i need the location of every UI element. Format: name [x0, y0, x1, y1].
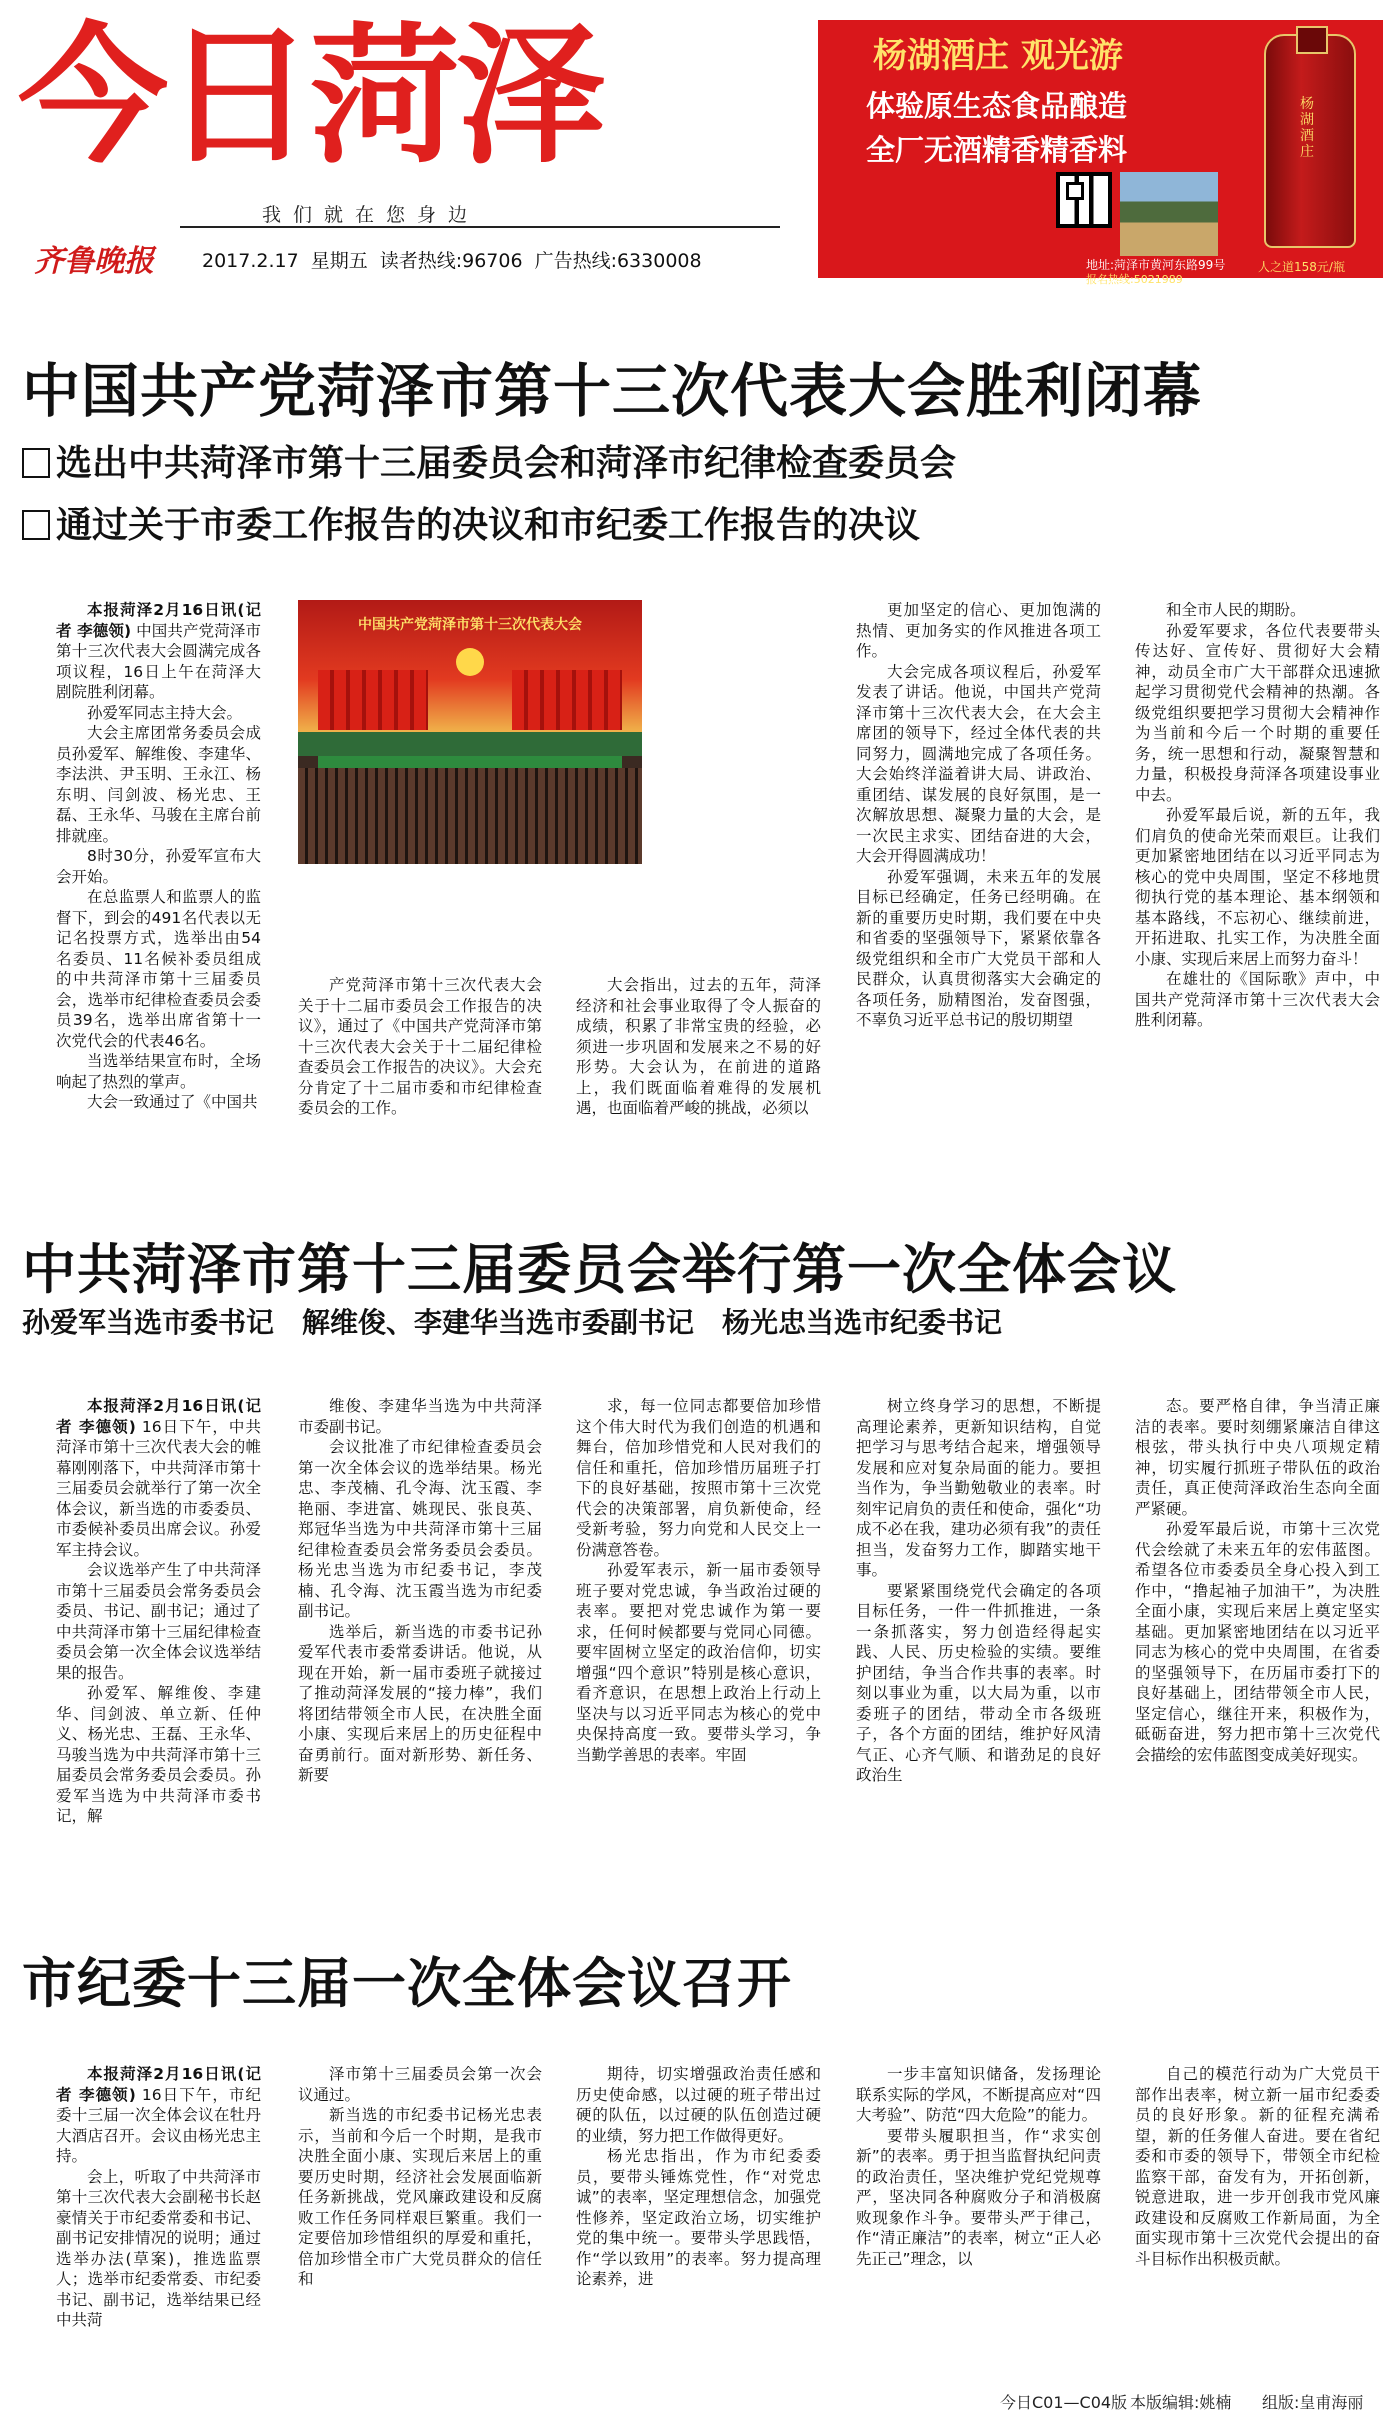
issue-weekday: 星期五 [310, 250, 368, 272]
article2-column-2: 维俊、李建华当选为中共菏泽市委副书记。 会议批准了市纪律检查委员会第一次全体会议的选举结果。杨光忠、李茂楠、孔令海、沈玉霞、李艳丽、李进富、姚现民、张良英、郑冠华当选为中共菏泽市第十三届纪律检查委员会常务委员会委员。杨光忠当选为市纪委书记，李茂楠、孔令海、沈玉霞当选为市纪委副书记。 选举后，新当选的市委书记孙爱军代表市委常委讲话。他说，从现在开始，新一届市委班子就接过了推动菏泽发展的“接力棒”，我们将团结带领全市人民，在决胜全面小康、实现后来居上的历史征程中奋勇前行。面对新形势、新任务、新要 [298, 1397, 542, 1784]
issue-info [202, 246, 714, 273]
article3-column-5: 自己的模范行动为广大党员干部作出表率，树立新一届市纪委委员的良好形象。新的征程充满希望，新的任务催人奋进。要在省纪委和市委的领导下，带领全市纪检监察干部，奋发有为，开拓创新，锐意进取，进一步开创我市党风廉政建设和反腐败工作新局面，为全面实现市第十三次党代会提出的奋斗目标作出积极贡献。 [1135, 2065, 1380, 2268]
article3-column-1: 本报菏泽2月16日讯(记者 李德领) 16日下午，市纪委十三届一次全体会议在牡丹大酒店召开。会议由杨光忠主持。 会上，听取了中共菏泽市第十三次代表大会副秘书长赵豪情关于市纪委常委和书记、副书记安排情况的说明；通过选举办法(草案)，推选监票人；选举市纪委常委、市纪委书记、副书记，选举结果已经中共菏 [56, 2065, 261, 2329]
ad-address: 地址:菏泽市黄河东路99号 [1086, 258, 1226, 272]
article1-column-1: 本报菏泽2月16日讯(记者 李德领) 中国共产党菏泽市第十三次代表大会圆满完成各项议程，16日上午在菏泽大剧院胜利闭幕。 孙爱军同志主持大会。 大会主席团常务委员会成员孙爱军、解维俊、李建华、李法洪、尹玉明、王永江、杨东明、闫剑波、杨光忠、王磊、王永华、马骏在主席台前排就座。 8时30分，孙爱军宣布大会开始。 在总监票人和监票人的监督下，到会的491名代表以无记名投票方式，选举出由54名委员、11名候补委员组成的中共菏泽市第十三届委员会，选举市纪律检查委员会委员39名，选举出席省第十一次党代会的代表46名。 当选举结果宣布时，全场响起了热烈的掌声。 大会一致通过了《中国共 [56, 601, 261, 1111]
article1-deck-2: 通过关于市委工作报告的决议和市纪委工作报告的决议 [22, 497, 920, 548]
article2-dateline: 本报菏泽2月16日讯(记者 李德领) [56, 1397, 261, 1436]
square-bullet-icon [22, 510, 50, 540]
masthead-divider [180, 226, 780, 228]
ad-hotline: 广告热线:6330008 [534, 250, 702, 272]
ad-winery-photo [1120, 172, 1218, 256]
bottle-label: 杨湖酒庄 [1300, 96, 1314, 160]
footer-editor: 本版编辑:姚楠 [1130, 2393, 1232, 2412]
article2-headline: 中共菏泽市第十三届委员会举行第一次全体会议 [22, 1238, 1177, 1301]
ad-slogan-2: 全厂无酒精香精香料 [866, 133, 1128, 167]
article3-column-4: 一步丰富知识储备，发扬理论联系实际的学风，不断提高应对“四大考验”、防范“四大危险”的能力。 要带头履职担当，作“求实创新”的表率。勇于担当监督执纪问责的政治责任，坚决维护党纪党规尊严，坚决同各种腐败分子和消极腐败现象作斗争。要带头严于律己，作“清正廉洁”的表率，树立“正人必先正己”理念，以 [856, 2065, 1101, 2268]
advertisement[interactable] [818, 20, 1383, 286]
ad-price: 人之道158元/瓶 [1258, 260, 1345, 274]
article1-column-5: 和全市人民的期盼。 孙爱军要求，各位代表要带头传达好、宣传好、贯彻好大会精神，动员全市广大干部群众迅速掀起学习贯彻党代会精神的热潮。各级党组织要把学习贯彻大会精神作为当前和今后一个时期的重要任务，统一思想和行动，凝聚智慧和力量，积极投身菏泽各项建设事业中去。 孙爱军最后说，新的五年，我们肩负的使命光荣而艰巨。让我们更加紧密地团结在以习近平同志为核心的党中央周围，坚定不移地贯彻执行党的基本理论、基本纲领和基本路线，不忘初心、继续前进，开拓进取、扎实工作，为决胜全面小康、实现后来居上而努力奋斗！ 在雄壮的《国际歌》声中，中国共产党菏泽市第十三次代表大会胜利闭幕。 [1135, 601, 1380, 1029]
congress-photo [298, 600, 642, 864]
article1-column-4: 更加坚定的信心、更加饱满的热情、更加务实的作风推进各项工作。 大会完成各项议程后，孙爱军发表了讲话。他说，中国共产党菏泽市第十三次代表大会，在大会主席团的领导下，经过全体代表的共同努力，圆满地完成了各项任务。大会始终洋溢着讲大局、讲政治、重团结、谋发展的良好氛围，是一次解放思想、凝聚力量的大会，是一次民主求实、团结奋进的大会，大会开得圆满成功！ 孙爱军强调，未来五年的发展目标已经确定，任务已经明确。在新的重要历史时期，我们要在中央和省委的坚强领导下，紧紧依靠各级党组织和全市广大党员干部和人民群众，认真贯彻落实大会确定的各项任务，励精图治，发奋图强，不辜负习近平总书记的殷切期望 [856, 601, 1101, 1029]
wine-bottle-icon [1264, 34, 1356, 248]
article3-headline: 市纪委十三届一次全体会议召开 [22, 1952, 792, 2015]
article3-column-3: 期待，切实增强政治责任感和历史使命感，以过硬的班子带出过硬的队伍，以过硬的队伍创造过硬的业绩，努力把工作做得更好。 杨光忠指出，作为市纪委委员，要带头锤炼党性，作“对党忠诚”的表率，坚定理想信念，加强党性修养，坚定政治立场，切实维护党的集中统一。要带头学思践悟，作“学以致用”的表率。努力提高理论素养，进 [576, 2065, 821, 2288]
article1-column-2: 产党菏泽市第十三次代表大会关于十二届市委员会工作报告的决议》，通过了《中国共产党菏泽市第十三次代表大会关于十二届纪律检查委员会工作报告的决议》。大会充分肯定了十二届市委和市纪律检查委员会的工作。 [298, 976, 542, 1117]
square-bullet-icon [22, 448, 50, 478]
article2-subhead: 孙爱军当选市委书记 解维俊、李建华当选市委副书记 杨光忠当选市纪委书记 [22, 1306, 1003, 1339]
ad-slogan-1: 体验原生态食品酿造 [866, 89, 1128, 123]
flags-right [512, 670, 622, 730]
qr-code-icon [1056, 172, 1112, 228]
article1-headline: 中国共产党菏泽市第十三次代表大会胜利闭幕 [22, 357, 1203, 425]
issue-date: 2017.2.17 [202, 250, 299, 272]
reader-hotline: 读者热线:96706 [379, 250, 523, 272]
ad-title: 杨湖酒庄 观光游 [873, 36, 1123, 76]
masthead-title: 今日菏泽 [18, 10, 603, 184]
audience-seats [298, 768, 642, 864]
flags-left [318, 670, 428, 730]
footer-layout: 组版:皇甫海丽 [1262, 2393, 1364, 2412]
article1-column-3: 大会指出，过去的五年，菏泽经济和社会事业取得了令人振奋的成绩，积累了非常宝贵的经验，必须进一步巩固和发展来之不易的好形势。大会认为，在前进的道路上，我们既面临着难得的发展机遇，也面临着严峻的挑战，必须以 [576, 976, 821, 1117]
article2-column-4: 树立终身学习的思想，不断提高理论素养，更新知识结构，自觉把学习与思考结合起来，增强领导发展和应对复杂局面的能力。要担当作为，争当勤勉敬业的表率。时刻牢记肩负的责任和使命，强化“功成不必在我，建功必须有我”的责任担当，发奋努力工作，脚踏实地干事。 要紧紧围绕党代会确定的各项目标任务，一件一件抓推进，一条一条抓落实，努力创造经得起实践、人民、历史检验的实绩。要维护团结，争当合作共事的表率。时刻以事业为重，以大局为重，以市委班子的团结，带动全市各级班子，各个方面的团结，维护好风清气正、心齐气顺、和谐劲足的良好政治生 [856, 1397, 1101, 1784]
article1-dateline: 本报菏泽2月16日讯(记者 李德领) [56, 601, 261, 640]
article2-column-5: 态。要严格自律，争当清正廉洁的表率。要时刻绷紧廉洁自律这根弦，带头执行中央八项规定精神，切实履行抓班子带队伍的政治责任，真正使菏泽政治生态向全面严紧硬。 孙爱军最后说，市第十三次党代会绘就了未来五年的宏伟蓝图。希望各位市委委员全身心投入到工作中，“撸起袖子加油干”，为决胜全面小康，实现后来居上奠定坚实基础。更加紧密地团结在以习近平同志为核心的党中央周围，在省委的坚强领导下，在历届市委打下的良好基础上，团结带领全市人民，坚定信心，继往开来，积极作为，砥砺奋进，努力把市第十三次党代会描绘的宏伟蓝图变成美好现实。 [1135, 1397, 1380, 1764]
article1-deck-1: 选出中共菏泽市第十三届委员会和菏泽市纪律检查委员会 [22, 435, 956, 486]
masthead-slogan: 我们就在您身边 [262, 204, 480, 226]
article2-column-1: 本报菏泽2月16日讯(记者 李德领) 16日下午，中共菏泽市第十三次代表大会的帷幕刚刚落下，中共菏泽市第十三届委员会就举行了第一次全体会议，新当选的市委委员、市委候补委员出席会议。孙爱军主持会议。 会议选举产生了中共菏泽市第十三届委员会常务委员会委员、书记、副书记；通过了中共菏泽市第十三届纪律检查委员会第一次全体会议选举结果的报告。 孙爱军、解维俊、李建华、闫剑波、单立新、任仲义、杨光忠、王磊、王永华、马骏当选为中共菏泽市第十三届委员会常务委员会委员。孙爱军当选为中共菏泽市委书记，解 [56, 1397, 261, 1825]
ad-phone: 报名热线:5021989 [1086, 273, 1183, 286]
article2-column-3: 求，每一位同志都要倍加珍惜这个伟大时代为我们创造的机遇和舞台，倍加珍惜党和人民对我们的信任和重托，倍加珍惜历届班子打下的良好基础，按照市第十三次党代会的决策部署，肩负新使命，经受新考验，努力向党和人民交上一份满意答卷。 孙爱军表示，新一届市委领导班子要对党忠诚，争当政治过硬的表率。要把对党忠诚作为第一要求，任何时候都要与党同心同德。要牢固树立坚定的政治信仰，切实增强“四个意识”特别是核心意识，看齐意识，在思想上政治上行动上坚决与以习近平同志为核心的党中央保持高度一致。要带头学习，争当勤学善思的表率。牢固 [576, 1397, 821, 1764]
footer-pages: 今日C01—C04版 [1000, 2393, 1128, 2412]
photo-banner-text: 中国共产党菏泽市第十三次代表大会 [358, 617, 582, 633]
article3-dateline: 本报菏泽2月16日讯(记者 李德领) [56, 2065, 261, 2104]
party-emblem-icon [456, 648, 484, 676]
article3-column-2: 泽市第十三届委员会第一次会议通过。 新当选的市纪委书记杨光忠表示，当前和今后一个时期，是我市决胜全面小康、实现后来居上的重要历史时期，经济社会发展面临新任务新挑战，党风廉政建设和反腐败工作任务同样艰巨繁重。我们一定要倍加珍惜组织的厚爱和重托，倍加珍惜全市广大党员群众的信任和 [298, 2065, 542, 2288]
newspaper-logo: 齐鲁晚报 [34, 244, 154, 279]
